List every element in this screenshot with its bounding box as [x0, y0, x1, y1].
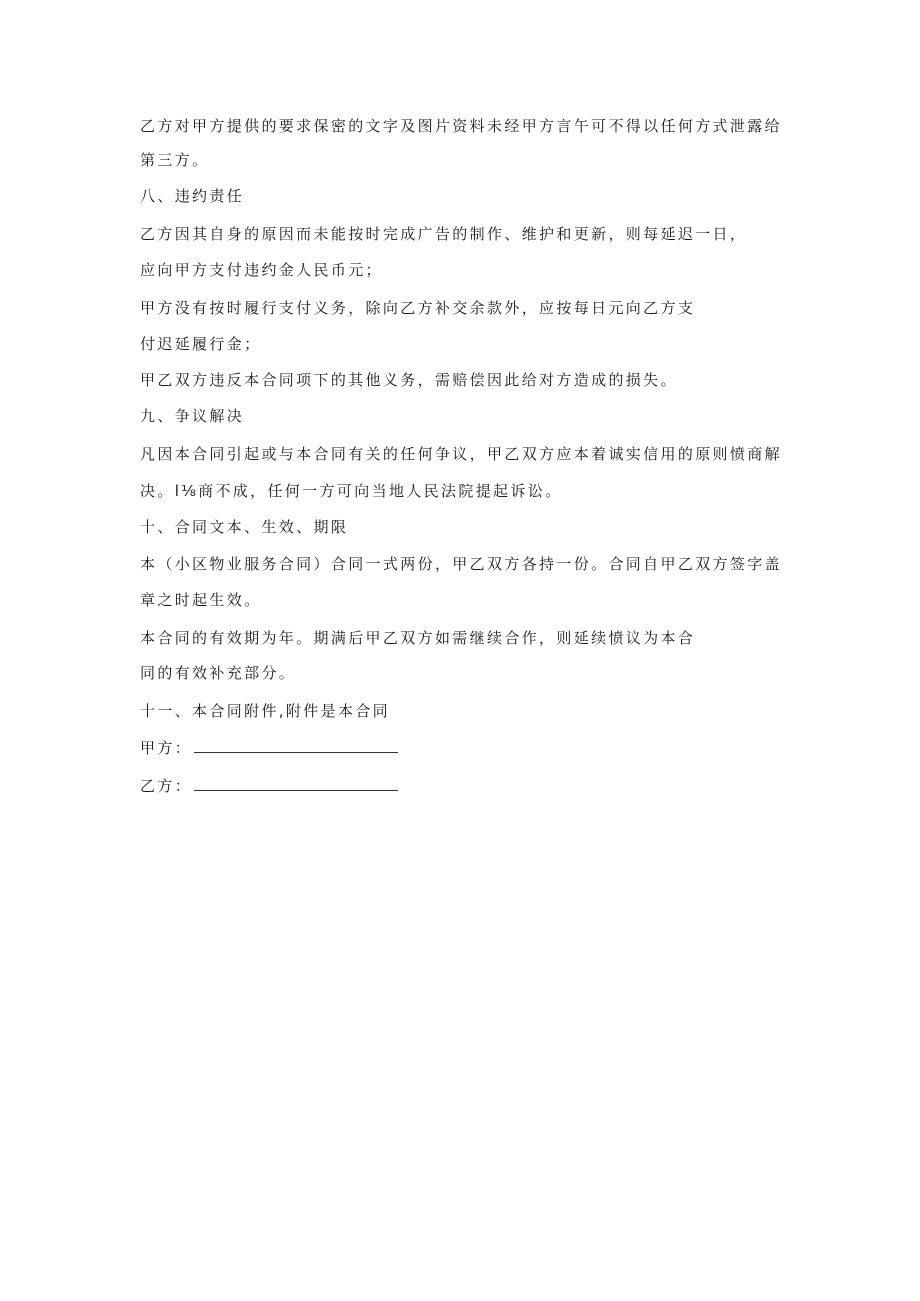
text-line: 同的有效补充部分。: [140, 664, 297, 682]
text-line: 应向甲方支付违约金人民币元；: [140, 261, 383, 279]
party-a-label: 甲方：: [140, 739, 193, 757]
section-heading: 十一、本合同附件,附件是本合同: [140, 702, 391, 720]
text-line: 凡因本合同引起或与本合同有关的任何争议，甲乙双方应本着诚实信用的原则愤商解: [140, 445, 782, 463]
text-line: 决。l⅛商不成，任何一方可向当地人民法院提起诉讼。: [140, 482, 563, 500]
party-b-signature: [140, 776, 398, 795]
text-line: 付迟延履行金；: [140, 335, 262, 353]
party-b-label: 乙方：: [140, 777, 193, 795]
text-line: 第三方。: [140, 151, 210, 169]
party-b-signature-line: [194, 776, 398, 791]
party-a-signature: [140, 738, 398, 757]
text-line: 甲乙双方违反本合同项下的其他义务，需赔偿因此给对方造成的损失。: [140, 371, 678, 389]
section-heading: 十、合同文本、生效、期限: [140, 518, 349, 536]
text-line: 甲方没有按时履行支付义务，除向乙方补交余款外，应按每日元向乙方支: [140, 299, 696, 317]
section-heading: 九、争议解决: [140, 407, 245, 425]
text-line: 本（小区物业服务合同）合同一式两份，甲乙双方各持一份。合同自甲乙双方签字盖: [140, 555, 782, 573]
party-a-signature-line: [194, 738, 398, 753]
text-line: 章之时起生效。: [140, 591, 262, 609]
text-line: 本合同的有效期为年。期满后甲乙双方如需继续合作，则延续愤议为本合: [140, 629, 696, 647]
text-line: 乙方因其自身的原因而未能按时完成广告的制作、维护和更新，则每延迟一日，: [140, 225, 748, 243]
text-line: 乙方对甲方提供的要求保密的文字及图片资料未经甲方言午可不得以任何方式泄露给: [140, 117, 782, 135]
section-heading: 八、违约责任: [140, 187, 245, 205]
